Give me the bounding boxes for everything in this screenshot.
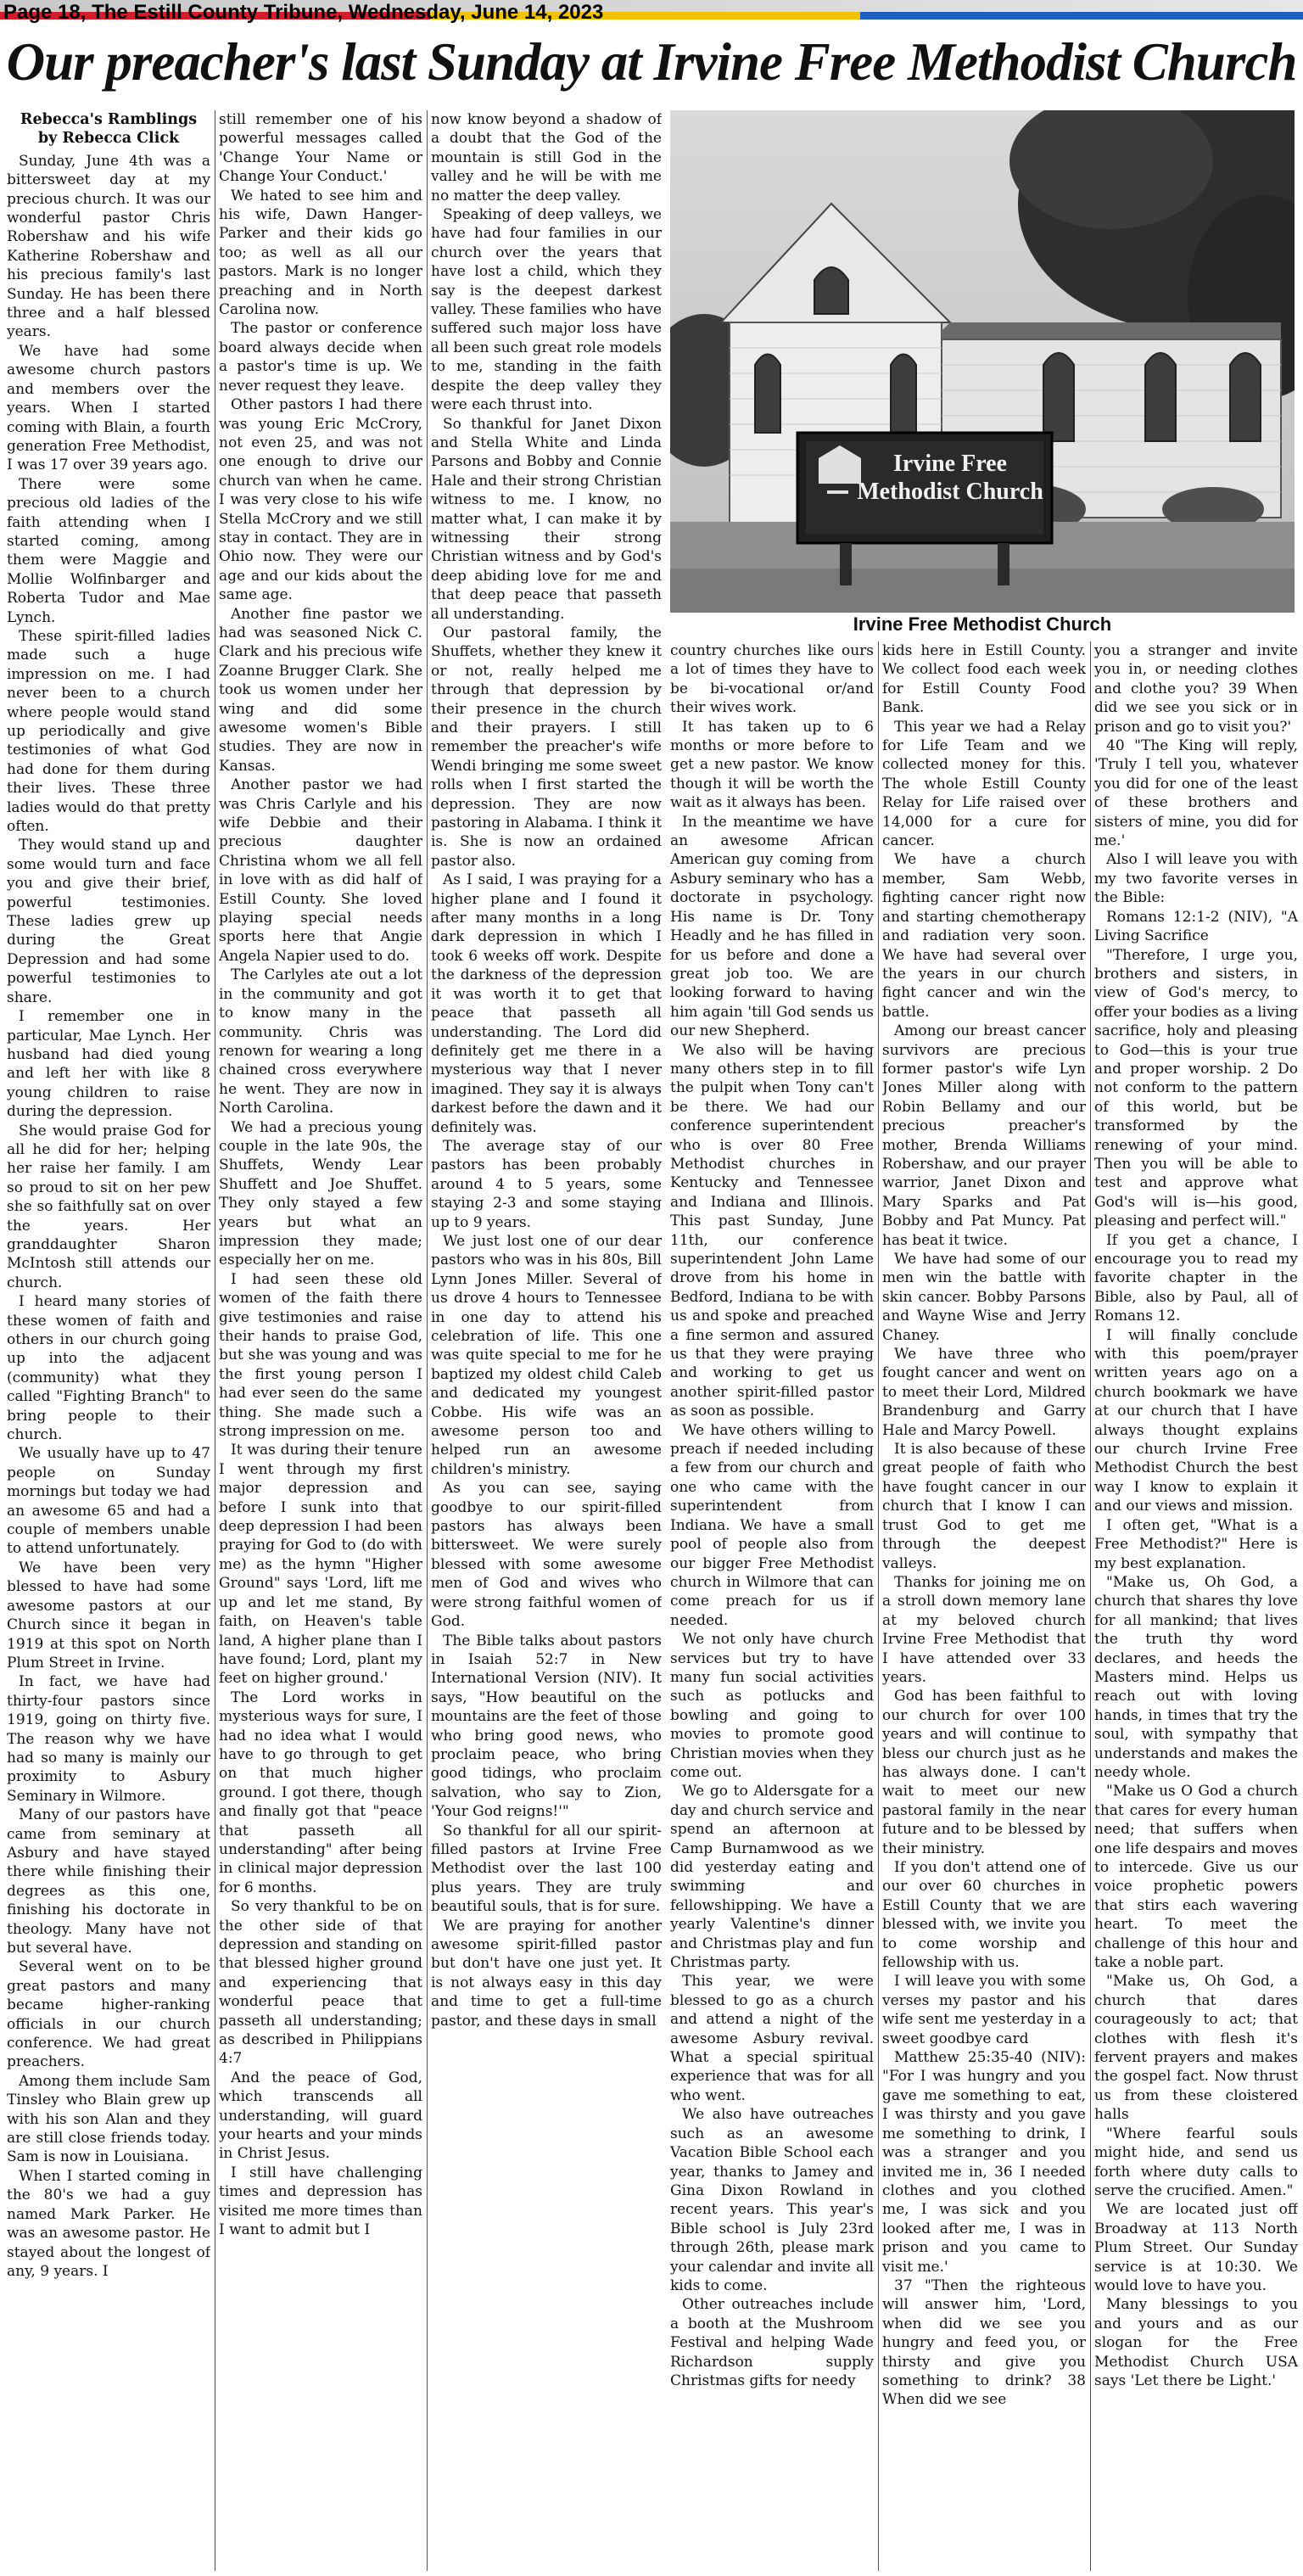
- paragraph: Many of our pastors have came from seminary at Asbury and have stayed there while finishing their degrees as this one, finishing his doctorate in theology. Many have not but several have.: [7, 1806, 210, 1957]
- paragraph: It has taken up to 6 months or more before to get a new pastor. We know though it will be worth the wait as it always has been.: [670, 718, 874, 812]
- paragraph: The Bible talks about pastors in Isaiah 52:7 in New International Version (NIV). It says, "How beautiful on the mountains are the feet of those who bring good news, who proclaim peace, who bring good tidings, who proclaim salvation, who say to Zion, 'Your God reigns!'": [431, 1632, 662, 1821]
- paragraph: The Lord works in mysterious ways for sure, I had no idea what I would have to go through to get on that much higher ground. I got there, though and finally got that "peace that passeth all understanding" after being in clinical major depression for 6 months.: [219, 1688, 422, 1896]
- paragraph: We have others willing to preach if needed including a few from our church and one who came with the superintendent from Indiana. We have a small pool of people also from our bigger Free Methodist church in Wilmore that can come preach for us if needed.: [670, 1421, 874, 1629]
- paragraph: And the peace of God, which transcends all understanding, will guard your hearts and your minds in Christ Jesus.: [219, 2069, 422, 2163]
- paragraph: I will finally conclude with this poem/prayer written years ago on a church bookmark we have at our church that I have always thought explains our church Irvine Free Methodist Church the best way I know to explain it and our views and mission.: [1094, 1326, 1298, 1515]
- paragraph: In the meantime we have an awesome African American guy coming from Asbury seminary who has a doctorate in psychology. His name is Dr. Tony Headly and he has filled in for us before and done a great job too. We are looking forward to having him again 'till God sends us our new Shepherd.: [670, 813, 874, 1040]
- paragraph: country churches like ours a lot of times they have to be bi-vocational or/and their wives work.: [670, 642, 874, 717]
- column-rule: [878, 641, 879, 2571]
- paragraph: We not only have church services but try to have many fun social activities such as potlucks and bowling and going to movies to promote good Christian movies when they come out.: [670, 1631, 874, 1781]
- article-column-1: [7, 110, 210, 2571]
- paragraph: The Carlyles ate out a lot in the community and got to know many in the community. Chris was renown for wearing a long chained cross everywhere he went. They are now in North Carolina.: [219, 966, 422, 1117]
- paragraph: We have had some awesome church pastors and members over the years. When I started coming with Blain, a fourth generation Free Methodist, I was 17 over 39 years ago.: [7, 342, 210, 474]
- paragraph: 37 "Then the righteous will answer him, 'Lord, when did we see you hungry and feed you, or thirsty and give you something to drink? 38 When did we see: [882, 2276, 1086, 2409]
- paragraph: So very thankful to be on the other side of that depression and standing on that blessed higher ground and experiencing that wonderful peace that passeth all understanding; as described in Philippians 4:7: [219, 1898, 422, 2068]
- paragraph: I heard many stories of these women of faith and others in our church going up into the adjacent (community) what they called "Fighting Branch" to bring people to their church.: [7, 1293, 210, 1444]
- paragraph: We have had some of our men win the battle with skin cancer. Bobby Parsons and Wayne Wise and Jerry Chaney.: [882, 1251, 1086, 1344]
- article-column-3: [431, 110, 662, 2571]
- column-4-text: [670, 641, 874, 2390]
- paragraph: So thankful for all our spirit-filled pastors at Irvine Free Methodist over the last 100 plus years. They are truly beautiful souls, that is for sure.: [431, 1822, 662, 1916]
- paragraph: This year we had a Relay for Life Team and we collected money for this. The whole Estill County Relay for Life raised over 14,000 for a cure for cancer.: [882, 718, 1086, 850]
- paragraph: It was during their tenure I went through my first major depression and before I sunk into that deep depression I had been praying for God to (do with me) as the hymn "Higher Ground" says 'Lord, lift me up and let me stand, By faith, on Heaven's table land, A higher plane than I have found; Lord, plant my feet on higher ground.': [219, 1442, 422, 1688]
- paragraph: We just lost one of our dear pastors who was in his 80s, Bill Lynn Jones Miller. Several of us drove 4 hours to Tennessee in one day to attend his celebration of life. This one was quite special to me for he baptized my oldest child Caleb and dedicated my youngest Cobbe. His wife was an awesome person too and helped run an awesome children's ministry.: [431, 1232, 662, 1478]
- sign-line-1: Irvine Free: [893, 451, 1007, 477]
- column-1-text: [7, 152, 210, 2282]
- paragraph: She would praise God for all he did for her; helping her raise her family. I am so proud to sit on her pew she so faithfully sat on over the years. Her granddaughter Sharon McIntosh still attends our church.: [7, 1122, 210, 1291]
- sign-line-2: Methodist Church: [857, 479, 1043, 505]
- column-3-text: [431, 110, 662, 2030]
- paragraph: 40 "The King will reply, 'Truly I tell you, whatever you did for one of the least of these brothers and sisters of mine, you did for me.': [1094, 737, 1298, 850]
- paragraph: When I started coming in the 80's we had a guy named Mark Parker. He was an awesome pastor. He stayed about the longest of any, 9 years. I: [7, 2167, 210, 2280]
- paragraph: Another fine pastor we had was seasoned Nick C. Clark and his precious wife Zoanne Brugger Clark. She took us women under her wing and did some awesome women's Bible studies. They are now in Kansas.: [219, 605, 422, 775]
- paragraph: There were some precious old ladies of the faith attending when I started coming, among them were Maggie and Mollie Wolfinbarger and Roberta Tudor and Mae Lynch.: [7, 475, 210, 626]
- paragraph: This year, we were blessed to go as a church and attend a night of the awesome Asbury revival. What a special spiritual experience that was for all who went.: [670, 1973, 874, 2104]
- church-photo: [670, 110, 1295, 613]
- column-rule: [1090, 641, 1091, 2571]
- paragraph: Other outreaches include a booth at the Mushroom Festival and helping Wade Richardson supply Christmas gifts for needy: [670, 2296, 874, 2389]
- church-illustration: [670, 110, 1295, 613]
- paragraph: I remember one in particular, Mae Lynch. Her husband had died young and left her with like 8 young children to raise during the depression.: [7, 1008, 210, 1121]
- paragraph: We are praying for another awesome spirit-filled pastor but don't have one just yet. It is not always easy in this day and time to get a full-time pastor, and these days in small: [431, 1917, 662, 2030]
- article-column-2: [219, 110, 422, 2571]
- paragraph: We have been very blessed to have had some awesome pastors at our Church since it began in 1919 at this spot on North Plum Street in Irvine.: [7, 1559, 210, 1672]
- paragraph: Our pastoral family, the Shuffets, whether they knew it or not, really helped me through that depression by their presence in the church and their prayers. I still remember the preacher's wife Wendi bringing me some sweet rolls when I first started the depression. They are now pastoring in Alabama. I think it is. She is now an ordained pastor also.: [431, 624, 662, 870]
- column-6-text: [1094, 641, 1298, 2390]
- paragraph: The average stay of our pastors has been probably around 4 to 5 years, some staying 2-3 and some staying up to 9 years.: [431, 1137, 662, 1231]
- paragraph: It is also because of these great people of faith who have fought cancer in our church that I know I can trust God to get me through the deepest valleys.: [882, 1441, 1086, 1572]
- paragraph: We have three who fought cancer and went on to meet their Lord, Mildred Brandenburg and Garry Hale and Marcy Powell.: [882, 1346, 1086, 1439]
- paragraph: I often get, "What is a Free Methodist?" Here is my best explanation.: [1094, 1516, 1298, 1572]
- paragraph: Many blessings to you and yours and as our slogan for the Free Methodist Church USA says 'Let there be Light.': [1094, 2296, 1298, 2389]
- paragraph: God has been faithful to our church for over 100 years and will continue to bless our church just as he has always done. I can't wait to meet our new pastoral family in the near future and to be blessed by their ministry.: [882, 1688, 1086, 1857]
- paragraph: still remember one of his powerful messages called 'Change Your Name or Change Your Conduct.': [219, 111, 422, 186]
- article-column-5: [882, 641, 1086, 2571]
- paragraph: We are located just off Broadway at 113 North Plum Street. Our Sunday service is at 10:30. We would love to have you.: [1094, 2201, 1298, 2294]
- paragraph: "Where fearful souls might hide, and send us forth where duty calls to serve the crucified. Amen.": [1094, 2125, 1298, 2199]
- paragraph: They would stand up and some would turn and face you and give their brief, powerful testimonies. These ladies grew up during the Great Depression and had some powerful testimonies to share.: [7, 837, 210, 1006]
- paragraph: These spirit-filled ladies made such a huge impression on me. I had never been to a church where people would stand up periodically and give testimonies of what God had done for them during their lives. These three ladies would do that pretty often.: [7, 627, 210, 836]
- paragraph: We usually have up to 47 people on Sunday mornings but today we had an awesome 65 and had a couple of members unable to attend unfortunately.: [7, 1445, 210, 1558]
- byline-author: by Rebecca Click: [37, 130, 180, 148]
- paragraph: Several went on to be great pastors and many became higher-ranking officials in our church conference. We had great preachers.: [7, 1958, 210, 2071]
- byline-column: Rebecca's Ramblings: [20, 111, 198, 128]
- paragraph: We also will be having many others step in to fill the pulpit when Tony can't be there. We had our conference superintendent who is over 80 Free Methodist churches in Kentucky and Tennessee and Indiana and Illinois. This past Sunday, June 11th, our conference superintendent John Lame drove from his home in Bedford, Indiana to be with us and spoke and preached a fine sermon and assured us that they were praying and working to get us another spirit-filled pastor as soon as possible.: [670, 1041, 874, 1420]
- column-5-text: [882, 641, 1086, 2410]
- article-column-4: [670, 641, 874, 2571]
- paragraph: We go to Aldersgate for a day and church service and spend an afternoon at Camp Burnamwood as we did yesterday eating and swimming and fellowshipping. We have a yearly Valentine's dinner and Christmas play and fun Christmas party.: [670, 1783, 874, 1972]
- column-rule: [427, 110, 428, 2571]
- paragraph: Speaking of deep valleys, we have had four families in our church over the years that have lost a child, which they say is the deepest darkest valley. These families who have suffered such major loss have all been such great role models to me, standing in the faith despite the deep valley they were each thrust into.: [431, 206, 662, 414]
- page-folio: Page 18, The Estill County Tribune, Wednesday, June 14, 2023: [3, 1, 604, 24]
- paragraph: The pastor or conference board always decide when a pastor's time is up. We never request they leave.: [219, 320, 422, 395]
- paragraph: We also have outreaches such as an awesome Vacation Bible School each year, thanks to Jamey and Gina Dixon Rowland in recent years. This year's Bible school is July 23rd through 26th, please mark your calendar and invite all kids to come.: [670, 2106, 874, 2294]
- paragraph: Also I will leave you with my two favorite verses in the Bible:: [1094, 851, 1298, 907]
- paragraph: "Make us, Oh God, a church that shares thy love for all mankind; that lives the truth thy word declares, and heeds the Masters mind. Helps us reach out with loving hands, in times that try the soul, with sympathy that understands and makes the needy whole.: [1094, 1573, 1298, 1781]
- paragraph: So thankful for Janet Dixon and Stella White and Linda Parsons and Bobby and Connie Hale and their strong Christian witness to me. I know, no matter what, I can make it by witnessing their strong Christian witness and by God's deep abiding love for me and that deep peace that passeth all understanding.: [431, 415, 662, 623]
- paragraph: Among our breast cancer survivors are precious former pastor's wife Lyn Jones Miller along with Robin Bellamy and our precious preacher's mother, Brenda Williams Robershaw, and our prayer warrior, Janet Dixon and Mary Sparks and Pat Bobby and Pat Muncy. Pat has beat it twice.: [882, 1022, 1086, 1249]
- paragraph: kids here in Estill County. We collect food each week for Estill County Food Bank.: [882, 642, 1086, 717]
- headline: Our preacher's last Sunday at Irvine Free Methodist Church: [6, 32, 1297, 92]
- paragraph: I had seen these old women of the faith there give testimonies and raise their hands to praise God, but she was young and was the first young person I had ever seen do the same thing. She made such a strong impression on me.: [219, 1270, 422, 1441]
- paragraph: Among them include Sam Tinsley who Blain grew up with his son Alan and they are still close friends today. Sam is now in Louisiana.: [7, 2072, 210, 2166]
- paragraph: Matthew 25:35-40 (NIV): "For I was hungry and you gave me something to eat, I was thirsty and you gave me something to drink, I was a stranger and you invited me in, 36 I needed clothes and you clothed me, I was sick and you looked after me, I was in prison and you came to visit me.': [882, 2049, 1086, 2276]
- paragraph: "Therefore, I urge you, brothers and sisters, in view of God's mercy, to offer your bodies as a living sacrifice, holy and pleasing to God—this is your true and proper worship. 2 Do not conform to the pattern of this world, but be transformed by the renewing of your mind. Then you will be able to test and approve what God's will is—his good, pleasing and perfect will.": [1094, 946, 1298, 1230]
- paragraph: Romans 12:1-2 (NIV), "A Living Sacrifice: [1094, 908, 1298, 945]
- paragraph: I still have challenging times and depression has visited me more times than I want to admit but I: [219, 2164, 422, 2239]
- photo-caption: Irvine Free Methodist Church: [853, 613, 1112, 635]
- paragraph: We had a precious young couple in the late 90s, the Shuffets, Wendy Lear Shuffett and Joe Shuffet. They only stayed a few years but what an impression they made; especially her on me.: [219, 1118, 422, 1269]
- paragraph: In fact, we have had thirty-four pastors since 1919, going on thirty five. The reason why we have had so many is mainly our proximity to Asbury Seminary in Wilmore.: [7, 1673, 210, 1805]
- paragraph: now know beyond a shadow of a doubt that the God of the mountain is still God in the valley and he will be with me no matter the deep valley.: [431, 111, 662, 204]
- paragraph: Other pastors I had there was young Eric McCrory, not even 25, and was not one enough to drive our church van when he came. I was very close to his wife Stella McCrory and we still stay in contact. They are in Ohio now. They were our age and our kids about the same age.: [219, 396, 422, 604]
- article-column-6: [1094, 641, 1298, 2571]
- paragraph: We have a church member, Sam Webb, fighting cancer right now and starting chemotherapy and radiation very soon. We have had several over the years in our church fight cancer and win the battle.: [882, 851, 1086, 1021]
- paragraph: I will leave you with some verses my pastor and his wife sent me yesterday in a sweet goodbye card: [882, 1973, 1086, 2047]
- paragraph: As you can see, saying goodbye to our spirit-filled pastors has always been bittersweet. We were surely blessed with some awesome men of God and wives who were strong faithful women of God.: [431, 1480, 662, 1631]
- paragraph: As I said, I was praying for a higher plane and I found it after many months in a long dark depression in which I took 6 weeks off work. Despite the darkness of the depression it was worth it to get that peace that passeth all understanding. The Lord did definitely get me there in a mysterious way that I never imagined. They say it is always darkest before the dawn and it definitely was.: [431, 871, 662, 1136]
- column-2-text: [219, 110, 422, 2240]
- paragraph: "Make us O God a church that cares for every human need; that suffers when one life despairs and moves to intercede. Give us our voice prophetic powers that stirs each wavering heart. To meet the challenge of this hour and take a noble part.: [1094, 1783, 1298, 1972]
- paragraph: If you get a chance, I encourage you to read my favorite chapter in the Bible, also by Paul, all of Romans 12.: [1094, 1231, 1298, 1325]
- paragraph: Thanks for joining me on a stroll down memory lane at my beloved church Irvine Free Methodist that I have attended over 33 years.: [882, 1573, 1086, 1686]
- paragraph: "Make us, Oh God, a church that dares courageously to act; that clothes with flesh it's fervent prayers and makes the gospel fact. Now thrust us from these cloistered halls: [1094, 1973, 1298, 2124]
- paragraph: you a stranger and invite you in, or needing clothes and clothe you? 39 When did we see you sick or in prison and go to visit you?': [1094, 642, 1298, 736]
- paragraph: Another pastor we had was Chris Carlyle and his wife Debbie and their precious daughter Christina whom we all fell in love with as did half of Estill County. She loved playing special needs sports here that Angie Angela Napier used to do.: [219, 776, 422, 965]
- paragraph: If you don't attend one of our over 60 churches in Estill County that we are blessed with, we invite you to come worship and fellowship with us.: [882, 1859, 1086, 1972]
- paragraph: We hated to see him and his wife, Dawn Hanger-Parker and their kids go too; as well as all our pastors. Mark is no longer preaching and in North Carolina now.: [219, 187, 422, 319]
- paragraph: Sunday, June 4th was a bittersweet day at my precious church. It was our wonderful pastor Chris Robershaw and his wife Katherine Robershaw and his precious family's last Sunday. He has been there three and a half blessed years.: [7, 152, 210, 341]
